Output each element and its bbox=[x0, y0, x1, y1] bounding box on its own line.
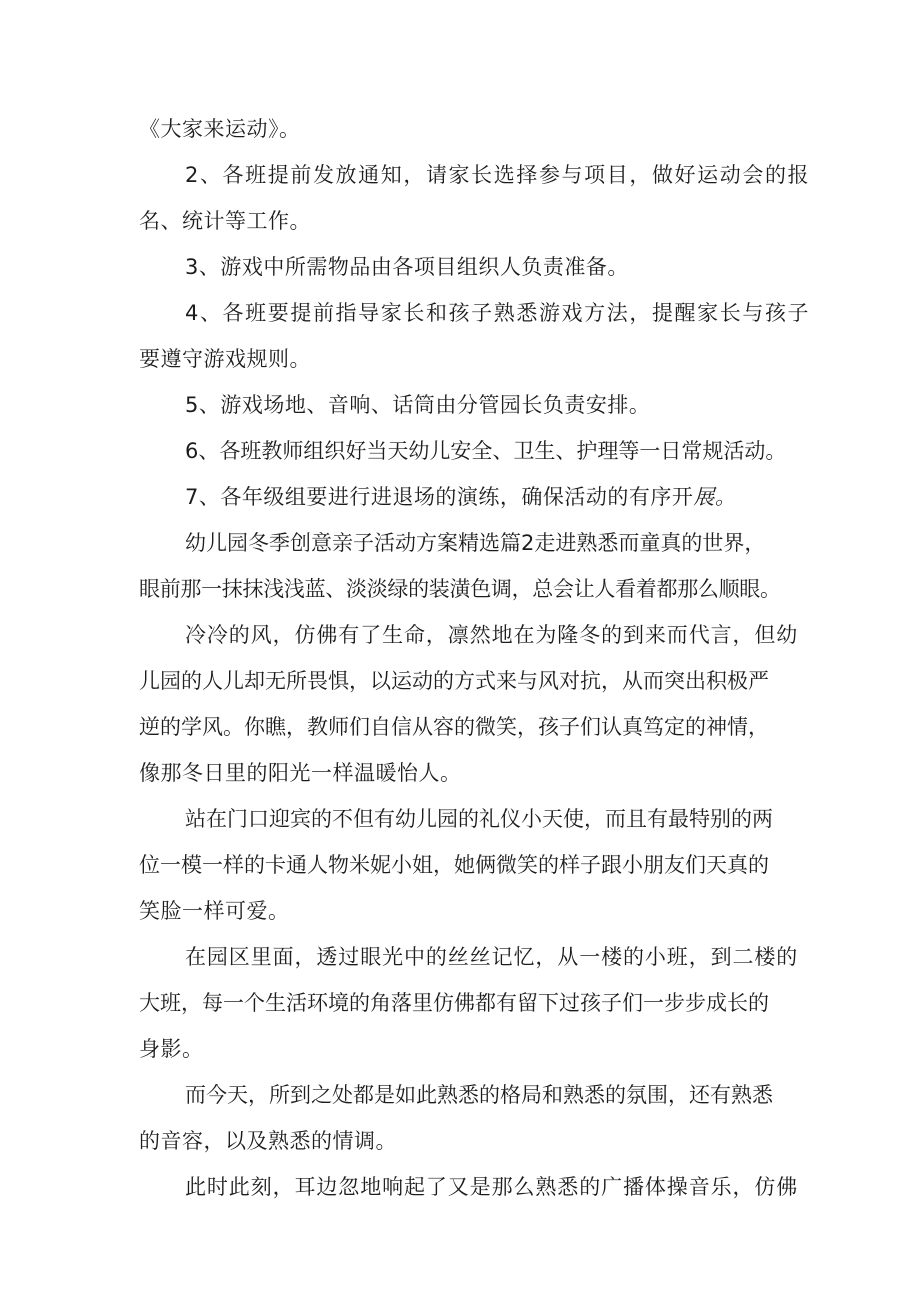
text-line: 要遵守游戏规则。 bbox=[139, 347, 311, 371]
text-line: 笑脸一样可爱。 bbox=[139, 899, 290, 923]
text-line: 大班，每一个生活环境的角落里仿佛都有留下过孩子们一步步成长的 bbox=[139, 991, 769, 1015]
text-line: 像那冬日里的阳光一样温暖怡人。 bbox=[139, 761, 462, 785]
paragraph-line: 在园区里面，透过眼光中的丝丝记忆，从一楼的小班，到二楼的 bbox=[185, 945, 799, 969]
paragraph-line: 此时此刻，耳边忽地响起了又是那么熟悉的广播体操音乐，仿佛 bbox=[185, 1175, 799, 1199]
text-line: 逆的学风。你瞧，教师们自信从容的微笑，孩子们认真笃定的神情， bbox=[139, 715, 769, 739]
list-item-3: 3、游戏中所需物品由各项目组织人负责准备。 bbox=[185, 255, 629, 279]
paragraph-line: 而今天，所到之处都是如此熟悉的格局和熟悉的氛围，还有熟悉 bbox=[185, 1083, 773, 1107]
text-line: 《大家来运动》。 bbox=[139, 117, 301, 141]
list-item-5: 5、游戏场地、音响、话筒由分管园长负责安排。 bbox=[185, 393, 651, 417]
paragraph-line: 幼儿园冬季创意亲子活动方案精选篇2走进熟悉而童真的世界， bbox=[185, 531, 766, 555]
list-item-2: 2、各班提前发放通知，请家长选择参与项目，做好运动会的报 bbox=[185, 163, 811, 187]
list-item-7-tail: 展。 bbox=[693, 485, 737, 509]
text-line: 儿园的人儿却无所畏惧，以运动的方式来与风对抗，从而突出积极严 bbox=[139, 669, 769, 693]
list-item-4: 4、各班要提前指导家长和孩子熟悉游戏方法，提醒家长与孩子 bbox=[185, 301, 811, 325]
list-item-7 bbox=[185, 474, 845, 520]
text-line: 身影。 bbox=[139, 1037, 204, 1061]
text-line: 的音容，以及熟悉的情调。 bbox=[139, 1129, 397, 1153]
paragraph-line: 冷冷的风，仿佛有了生命，凛然地在为隆冬的到来而代言，但幼 bbox=[185, 623, 799, 647]
text-line: 名、统计等工作。 bbox=[139, 209, 311, 233]
paragraph-line: 站在门口迎宾的不但有幼儿园的礼仪小天使，而且有最特别的两 bbox=[185, 807, 773, 831]
list-item-6: 6、各班教师组织好当天幼儿安全、卫生、护理等一日常规活动。 bbox=[185, 439, 787, 463]
text-line: 位一模一样的卡通人物米妮小姐，她俩微笑的样子跟小朋友们天真的 bbox=[139, 853, 769, 877]
text-line: 眼前那一抹抹浅浅蓝、淡淡绿的装潢色调，总会让人看着都那么顺眼。 bbox=[139, 577, 781, 601]
list-item-7-text: 7、各年级组要进行进退场的演练，确保活动的有序开 bbox=[185, 485, 694, 509]
